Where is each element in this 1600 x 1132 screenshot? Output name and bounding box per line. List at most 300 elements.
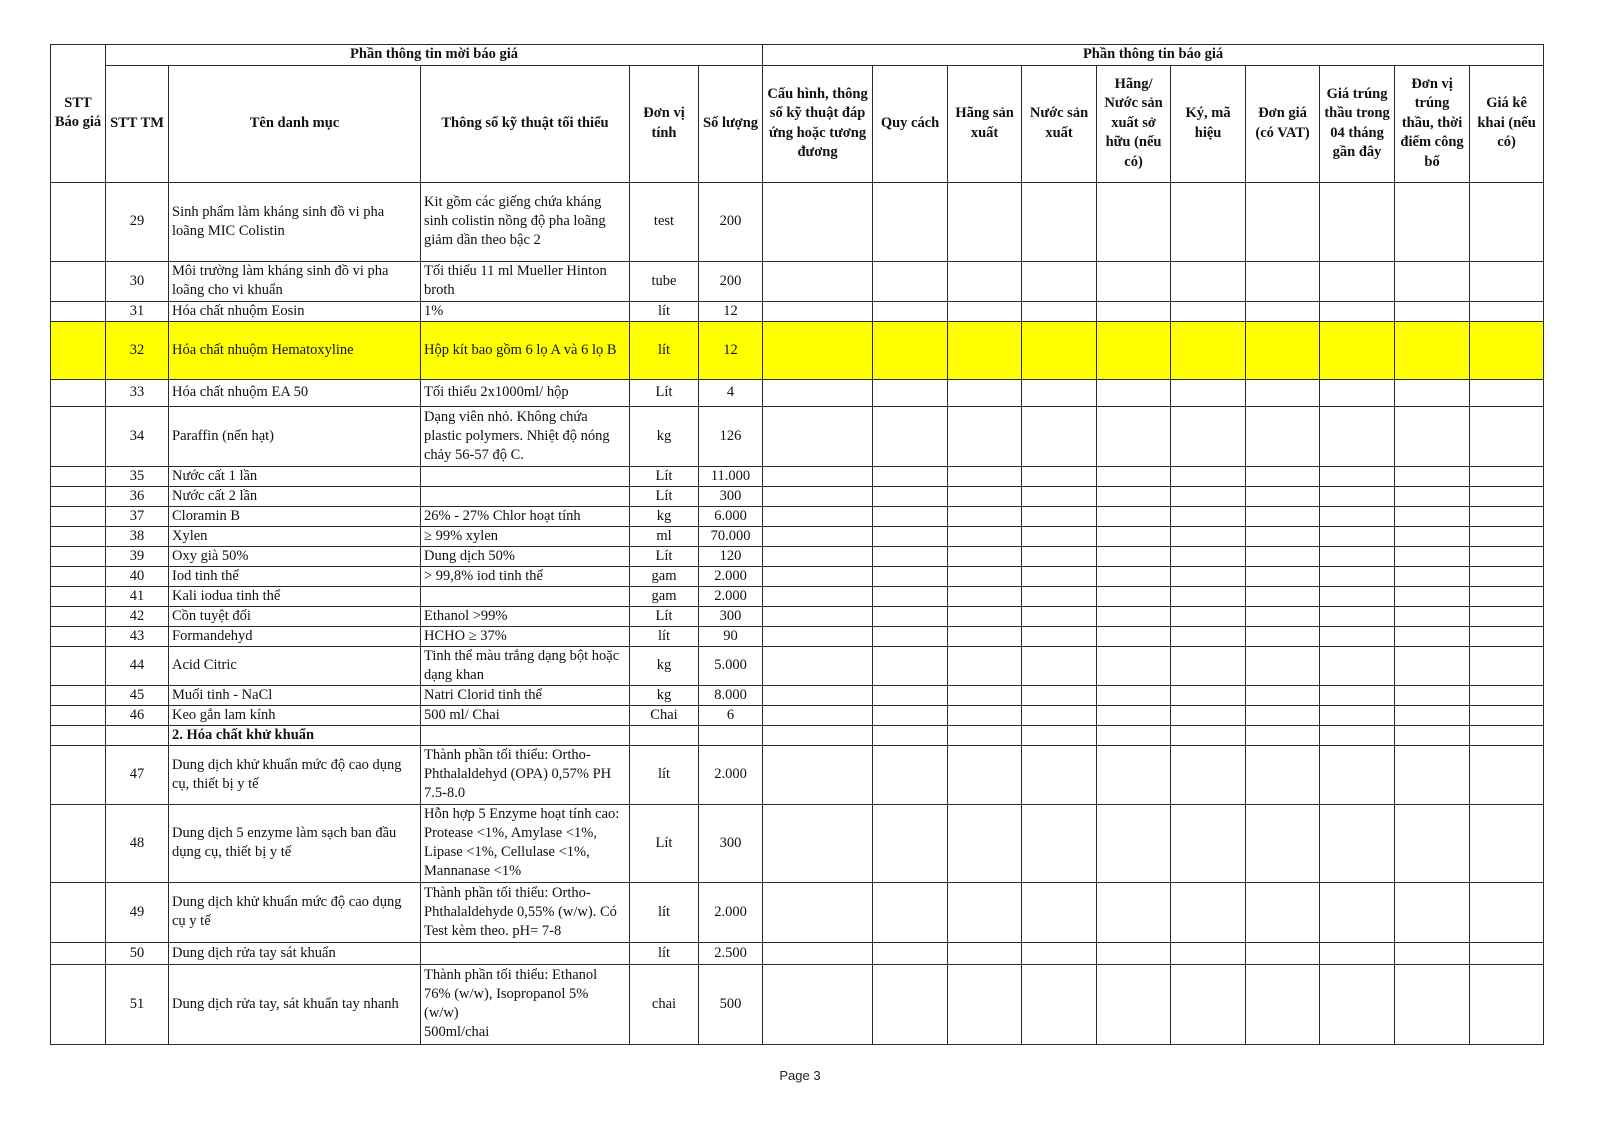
cell-quote-field [948,566,1022,586]
cell-quote-field [1246,626,1320,646]
cell-quote-field [948,685,1022,705]
cell-quote-field [1320,379,1395,406]
cell-unit: tube [630,261,699,301]
cell-quote-field [1171,705,1246,725]
cell-quote-field [1171,546,1246,566]
cell-min-spec: Thành phần tối thiểu: Ethanol 76% (w/w), Isopropanol 5% (w/w) 500ml/chai [421,964,630,1044]
cell-quote-field [763,745,873,804]
cell-stt-tm: 32 [106,321,169,379]
cell-quote-field [1470,566,1544,586]
cell-quote-field [1320,646,1395,685]
cell-quantity: 2.500 [699,942,763,964]
cell-quote-field [873,406,948,466]
cell-item-name: 2. Hóa chất khử khuẩn [169,725,421,745]
cell-quote-field [1246,804,1320,882]
cell-quote-field [1470,301,1544,321]
cell-quote-field [1171,321,1246,379]
header-unit-price: Đơn giá (có VAT) [1246,65,1320,182]
cell-quote-field [873,301,948,321]
cell-quote-field [1097,685,1171,705]
cell-item-name: Hóa chất nhuộm Hematoxyline [169,321,421,379]
cell-unit: Lít [630,379,699,406]
cell-stt-bao-gia [51,606,106,626]
table-row [51,526,1544,546]
cell-quote-field [1470,804,1544,882]
cell-unit: Chai [630,705,699,725]
cell-quote-field [1395,301,1470,321]
cell-unit: gam [630,566,699,586]
cell-quote-field [1022,182,1097,261]
cell-quote-field [1171,745,1246,804]
cell-stt-bao-gia [51,586,106,606]
table-row [51,882,1544,942]
cell-item-name: Dung dịch rửa tay, sát khuẩn tay nhanh [169,964,421,1044]
header-winning-price: Giá trúng thầu trong 04 tháng gần đây [1320,65,1395,182]
cell-quote-field [1022,745,1097,804]
cell-quote-field [1171,301,1246,321]
cell-quote-field [1022,646,1097,685]
cell-quote-field [763,406,873,466]
table-row [51,546,1544,566]
cell-quote-field [763,526,873,546]
cell-unit: lít [630,301,699,321]
cell-quote-field [1097,646,1171,685]
cell-stt-bao-gia [51,466,106,486]
cell-quote-field [1171,261,1246,301]
cell-quote-field [1320,964,1395,1044]
cell-quote-field [1097,546,1171,566]
cell-quote-field [873,466,948,486]
cell-quote-field [763,606,873,626]
cell-quote-field [1246,606,1320,626]
cell-item-name: Oxy già 50% [169,546,421,566]
cell-quote-field [1171,725,1246,745]
cell-quote-field [1470,882,1544,942]
cell-quote-field [1097,705,1171,725]
cell-quote-field [1395,466,1470,486]
cell-quote-field [763,705,873,725]
header-config: Cấu hình, thông số kỹ thuật đáp ứng hoặc tương đương [763,65,873,182]
cell-quote-field [1171,486,1246,506]
cell-quote-field [1320,882,1395,942]
cell-quote-field [1246,506,1320,526]
table-row [51,705,1544,725]
cell-min-spec [421,725,630,745]
section-row [51,725,1544,745]
page-number: Page 3 [779,1068,821,1083]
cell-quote-field [763,566,873,586]
cell-quote-field [1395,606,1470,626]
table-row [51,685,1544,705]
cell-quote-field [948,964,1022,1044]
cell-min-spec: ≥ 99% xylen [421,526,630,546]
cell-quote-field [1395,566,1470,586]
cell-quote-field [873,506,948,526]
cell-quote-field [1320,546,1395,566]
cell-quote-field [1097,406,1171,466]
table-row [51,586,1544,606]
cell-quote-field [1470,942,1544,964]
cell-quote-field [948,321,1022,379]
cell-min-spec: Dung dịch 50% [421,546,630,566]
cell-quote-field [1246,745,1320,804]
cell-quote-field [1470,406,1544,466]
cell-quote-field [1022,882,1097,942]
cell-quote-field [1022,486,1097,506]
cell-quote-field [948,406,1022,466]
cell-stt-tm: 36 [106,486,169,506]
cell-stt-tm: 42 [106,606,169,626]
cell-quote-field [948,705,1022,725]
cell-quote-field [948,526,1022,546]
cell-unit: Lít [630,486,699,506]
cell-stt-bao-gia [51,882,106,942]
cell-stt-tm: 30 [106,261,169,301]
cell-item-name: Iod tinh thể [169,566,421,586]
cell-stt-bao-gia [51,379,106,406]
cell-item-name: Acid Citric [169,646,421,685]
cell-min-spec: Thành phần tối thiểu: Ortho-Phthalaldehyd (OPA) 0,57% PH 7.5-8.0 [421,745,630,804]
cell-item-name: Xylen [169,526,421,546]
cell-quote-field [1320,321,1395,379]
cell-quote-field [1022,406,1097,466]
cell-item-name: Dung dịch khử khuẩn mức độ cao dụng cụ y tế [169,882,421,942]
cell-stt-bao-gia [51,745,106,804]
cell-quote-field [1246,964,1320,1044]
cell-stt-bao-gia [51,685,106,705]
cell-quote-field [1470,321,1544,379]
cell-quote-field [1022,526,1097,546]
cell-quote-field [948,942,1022,964]
cell-quote-field [1470,261,1544,301]
cell-quote-field [948,586,1022,606]
table-row [51,486,1544,506]
cell-quote-field [873,646,948,685]
cell-quote-field [1022,546,1097,566]
cell-quote-field [1171,406,1246,466]
cell-quote-field [1097,566,1171,586]
cell-quote-field [1022,705,1097,725]
cell-quote-field [763,685,873,705]
cell-quote-field [948,626,1022,646]
cell-stt-tm: 43 [106,626,169,646]
cell-quote-field [873,882,948,942]
cell-unit: test [630,182,699,261]
table-row [51,506,1544,526]
header-group-quotation: Phần thông tin báo giá [763,45,1544,66]
cell-quote-field [1395,882,1470,942]
cell-item-name: Muối tinh - NaCl [169,685,421,705]
cell-quote-field [1097,506,1171,526]
cell-quote-field [1470,506,1544,526]
cell-quote-field [948,301,1022,321]
cell-item-name: Keo gắn lam kính [169,705,421,725]
cell-quote-field [1470,379,1544,406]
cell-quote-field [1246,261,1320,301]
cell-quote-field [1246,725,1320,745]
cell-quantity: 126 [699,406,763,466]
cell-quantity: 2.000 [699,566,763,586]
cell-quote-field [1395,725,1470,745]
cell-quote-field [1320,526,1395,546]
cell-min-spec [421,942,630,964]
cell-quantity: 6 [699,705,763,725]
cell-quote-field [1022,804,1097,882]
cell-item-name: Hóa chất nhuộm Eosin [169,301,421,321]
cell-min-spec: Tinh thể màu trắng dạng bột hoặc dạng khan [421,646,630,685]
table-row [51,379,1544,406]
table-row [51,301,1544,321]
cell-quote-field [1171,182,1246,261]
cell-stt-tm: 37 [106,506,169,526]
cell-quote-field [1470,526,1544,546]
cell-quantity: 12 [699,301,763,321]
cell-quote-field [873,546,948,566]
cell-quote-field [1470,486,1544,506]
cell-quote-field [1171,566,1246,586]
cell-quantity: 11.000 [699,466,763,486]
cell-quote-field [1395,705,1470,725]
cell-quote-field [1022,379,1097,406]
cell-quote-field [873,566,948,586]
header-group-invitation: Phần thông tin mời báo giá [106,45,763,66]
cell-quote-field [763,646,873,685]
cell-quote-field [763,506,873,526]
cell-quote-field [1097,804,1171,882]
header-packaging: Quy cách [873,65,948,182]
cell-quantity: 6.000 [699,506,763,526]
cell-unit: kg [630,646,699,685]
cell-quote-field [948,466,1022,486]
cell-quote-field [1097,526,1171,546]
cell-quote-field [763,964,873,1044]
cell-stt-tm: 35 [106,466,169,486]
cell-quote-field [1246,466,1320,486]
cell-quantity: 300 [699,486,763,506]
cell-stt-bao-gia [51,301,106,321]
table-row [51,745,1544,804]
cell-quote-field [873,804,948,882]
cell-quote-field [1320,685,1395,705]
cell-quote-field [873,606,948,626]
cell-quote-field [763,626,873,646]
cell-unit [630,725,699,745]
cell-quote-field [1171,942,1246,964]
cell-quote-field [1470,466,1544,486]
cell-quote-field [1022,942,1097,964]
cell-quote-field [1395,261,1470,301]
cell-quantity: 2.000 [699,745,763,804]
cell-item-name: Dung dịch khử khuẩn mức độ cao dụng cụ, thiết bị y tế [169,745,421,804]
cell-quote-field [1171,626,1246,646]
cell-unit: kg [630,685,699,705]
cell-quantity: 200 [699,182,763,261]
cell-quote-field [1097,964,1171,1044]
cell-stt-bao-gia [51,261,106,301]
cell-unit: Lít [630,546,699,566]
cell-quote-field [1470,606,1544,626]
cell-quote-field [763,301,873,321]
cell-quote-field [1097,466,1171,486]
cell-stt-bao-gia [51,566,106,586]
cell-quote-field [1022,321,1097,379]
cell-quote-field [763,486,873,506]
cell-quote-field [1171,586,1246,606]
cell-stt-tm: 47 [106,745,169,804]
cell-unit: Lít [630,804,699,882]
cell-quote-field [1097,182,1171,261]
header-manufacturer: Hãng sản xuất [948,65,1022,182]
header-model: Ký, mã hiệu [1171,65,1246,182]
cell-unit: lít [630,942,699,964]
cell-quote-field [1470,745,1544,804]
cell-quote-field [1097,626,1171,646]
cell-stt-tm [106,725,169,745]
cell-quote-field [1395,379,1470,406]
cell-quote-field [948,804,1022,882]
cell-quote-field [948,882,1022,942]
cell-quote-field [763,882,873,942]
cell-quote-field [763,586,873,606]
cell-stt-tm: 33 [106,379,169,406]
cell-quote-field [763,379,873,406]
cell-quote-field [1171,466,1246,486]
cell-quote-field [1320,626,1395,646]
cell-stt-tm: 39 [106,546,169,566]
cell-quote-field [1097,486,1171,506]
cell-stt-bao-gia [51,804,106,882]
cell-quote-field [1022,725,1097,745]
cell-quote-field [1246,705,1320,725]
cell-quote-field [948,546,1022,566]
cell-quantity: 300 [699,606,763,626]
table-row [51,646,1544,685]
cell-quote-field [1320,486,1395,506]
cell-min-spec: Tối thiểu 2x1000ml/ hộp [421,379,630,406]
table-row [51,804,1544,882]
cell-stt-bao-gia [51,626,106,646]
cell-quantity: 90 [699,626,763,646]
cell-unit: lít [630,745,699,804]
cell-quote-field [1320,606,1395,626]
cell-quote-field [1022,964,1097,1044]
cell-quantity: 500 [699,964,763,1044]
cell-unit: kg [630,406,699,466]
cell-quote-field [1395,804,1470,882]
cell-quote-field [873,626,948,646]
cell-stt-bao-gia [51,964,106,1044]
header-owner: Hãng/ Nước sản xuất sở hữu (nếu có) [1097,65,1171,182]
cell-quote-field [1097,261,1171,301]
cell-quote-field [1395,526,1470,546]
cell-unit: chai [630,964,699,1044]
cell-quote-field [948,379,1022,406]
cell-item-name: Kali iodua tinh thể [169,586,421,606]
cell-quote-field [1097,321,1171,379]
cell-quantity: 8.000 [699,685,763,705]
cell-item-name: Nước cất 2 lần [169,486,421,506]
cell-min-spec [421,586,630,606]
cell-stt-tm: 45 [106,685,169,705]
cell-quote-field [1097,586,1171,606]
cell-quote-field [873,321,948,379]
cell-quote-field [1171,526,1246,546]
cell-quote-field [1470,964,1544,1044]
table-row [51,321,1544,379]
cell-quantity: 300 [699,804,763,882]
cell-quote-field [1171,379,1246,406]
cell-quantity: 12 [699,321,763,379]
cell-unit: ml [630,526,699,546]
table-row [51,606,1544,626]
table-row [51,261,1544,301]
cell-quote-field [1246,566,1320,586]
cell-quote-field [763,942,873,964]
cell-stt-bao-gia [51,506,106,526]
cell-stt-bao-gia [51,321,106,379]
cell-quote-field [873,745,948,804]
cell-quote-field [1320,261,1395,301]
cell-quote-field [1246,526,1320,546]
cell-quote-field [1395,486,1470,506]
cell-quote-field [1395,546,1470,566]
cell-quote-field [1246,301,1320,321]
cell-quote-field [948,745,1022,804]
cell-quote-field [1320,745,1395,804]
cell-quote-field [1246,321,1320,379]
cell-quote-field [1320,725,1395,745]
cell-quote-field [1171,506,1246,526]
cell-quote-field [1097,301,1171,321]
cell-quote-field [763,546,873,566]
cell-stt-bao-gia [51,546,106,566]
cell-quote-field [948,261,1022,301]
cell-quote-field [763,182,873,261]
cell-min-spec: Natri Clorid tinh thể [421,685,630,705]
cell-min-spec: 1% [421,301,630,321]
cell-quote-field [1246,646,1320,685]
header-quantity: Số lượng [699,65,763,182]
cell-quote-field [763,261,873,301]
cell-quote-field [1320,705,1395,725]
cell-quote-field [873,725,948,745]
cell-min-spec: Hỗn hợp 5 Enzyme hoạt tính cao: Protease <1%, Amylase <1%, Lipase <1%, Cellulase <1%, Mannanase <1% [421,804,630,882]
cell-min-spec: 26% - 27% Chlor hoạt tính [421,506,630,526]
cell-quote-field [1395,942,1470,964]
cell-quote-field [1320,942,1395,964]
table-row [51,566,1544,586]
cell-quote-field [1171,606,1246,626]
cell-quantity: 5.000 [699,646,763,685]
cell-quote-field [1246,546,1320,566]
cell-item-name: Nước cất 1 lần [169,466,421,486]
cell-min-spec: Dạng viên nhỏ. Không chứa plastic polymers. Nhiệt độ nóng chảy 56-57 độ C. [421,406,630,466]
cell-quote-field [948,486,1022,506]
cell-quote-field [1246,182,1320,261]
cell-quote-field [1097,882,1171,942]
cell-quote-field [1022,261,1097,301]
table-row [51,182,1544,261]
cell-stt-tm: 38 [106,526,169,546]
header-item-name: Tên danh mục [169,65,421,182]
cell-quote-field [873,964,948,1044]
cell-quote-field [1320,506,1395,526]
cell-quote-field [1320,182,1395,261]
cell-quote-field [1097,942,1171,964]
cell-quote-field [1470,586,1544,606]
cell-unit: gam [630,586,699,606]
cell-quote-field [1022,506,1097,526]
